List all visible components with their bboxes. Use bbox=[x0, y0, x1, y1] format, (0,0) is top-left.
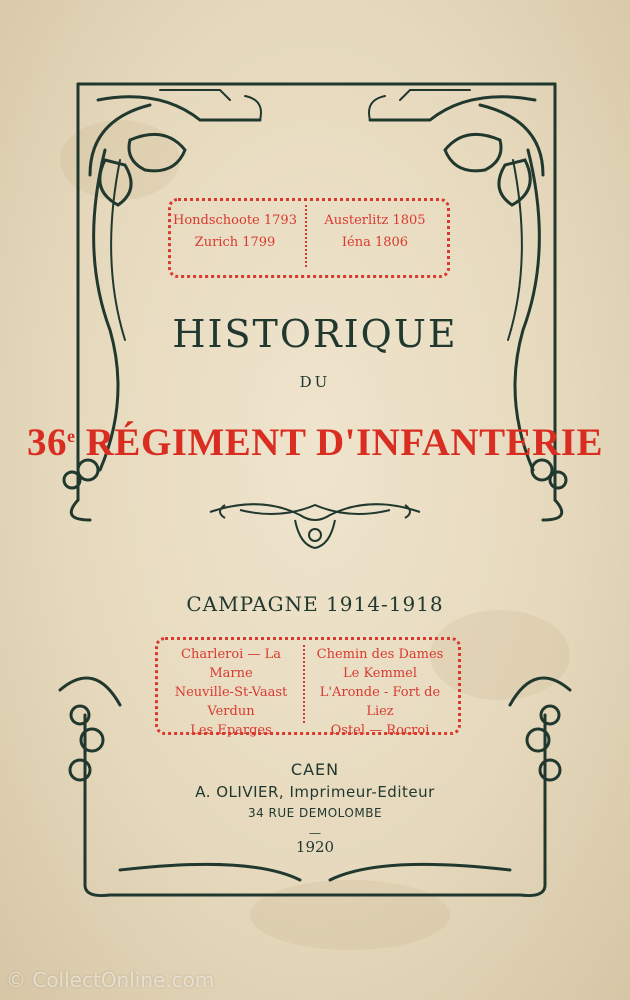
battle-list-left-bottom bbox=[160, 645, 302, 740]
battle-list-right-top bbox=[312, 210, 438, 254]
battle-separator bbox=[303, 645, 306, 723]
battle-item: L'Aronde - Fort de Liez bbox=[319, 685, 441, 719]
campaign-title: CAMPAGNE 1914-1918 bbox=[186, 592, 444, 616]
title-historique: HISTORIQUE bbox=[172, 312, 458, 356]
battle-item: Neuville-St-Vaast bbox=[174, 685, 288, 700]
regiment-ordinal: e bbox=[67, 426, 76, 446]
battle-item: Chemin des Dames bbox=[316, 647, 444, 662]
battle-item: Austerlitz 1805 bbox=[324, 213, 426, 228]
battle-item: Les Eparges bbox=[190, 723, 272, 738]
battle-item: Iéna 1806 bbox=[341, 235, 409, 250]
battle-separator bbox=[305, 205, 308, 267]
battle-item: Hondschoote 1793 bbox=[173, 213, 297, 228]
battle-item: Verdun bbox=[207, 704, 255, 719]
battle-item: Charleroi — La Marne bbox=[181, 647, 281, 681]
imprint-address: 34 RUE DEMOLOMBE bbox=[247, 806, 383, 820]
regiment-number: 36 bbox=[27, 421, 68, 464]
battle-item: Zurich 1799 bbox=[194, 235, 276, 250]
watermark: © CollectOnline.com bbox=[6, 968, 215, 992]
title-regiment bbox=[0, 420, 630, 465]
imprint-dash: — bbox=[309, 826, 321, 840]
title-du: DU bbox=[299, 373, 331, 391]
imprint-city: CAEN bbox=[290, 760, 340, 779]
imprint-printer: A. OLIVIER, Imprimeur-Editeur bbox=[195, 783, 435, 801]
imprint-year: 1920 bbox=[295, 838, 335, 856]
battle-list-left-top bbox=[172, 210, 298, 254]
battle-list-right-bottom bbox=[308, 645, 452, 740]
battle-item: Ostel — Rocroi bbox=[330, 723, 430, 738]
regiment-name: RÉGIMENT D'INFANTERIE bbox=[85, 421, 603, 464]
battle-item: Le Kemmel bbox=[342, 666, 418, 681]
